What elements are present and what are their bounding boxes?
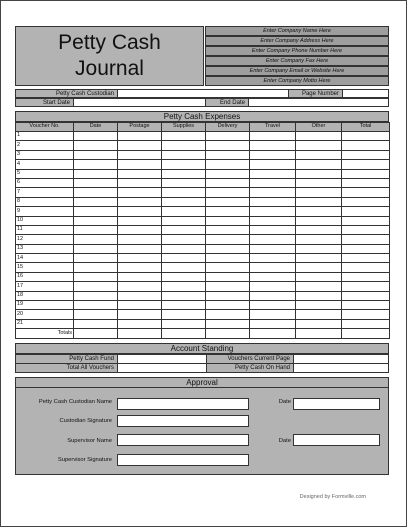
date1-label: Date: [278, 399, 291, 405]
expense-cell[interactable]: [250, 272, 296, 281]
row-number: 21: [16, 319, 74, 328]
vouchers-page-label: Vouchers Current Page: [206, 354, 294, 364]
totals-cell[interactable]: [118, 329, 162, 338]
expense-cell[interactable]: [342, 282, 390, 291]
expense-cell[interactable]: [162, 235, 206, 244]
expense-cell[interactable]: [118, 150, 162, 159]
expense-cell[interactable]: [118, 244, 162, 253]
expense-cell[interactable]: [296, 178, 342, 187]
expense-cell[interactable]: [162, 282, 206, 291]
col-supplies: Supplies: [162, 123, 206, 132]
expense-cell[interactable]: [118, 132, 162, 141]
row-number: 6: [16, 178, 74, 187]
row-number: 8: [16, 197, 74, 206]
expense-cell[interactable]: [206, 310, 250, 319]
expense-cell[interactable]: [250, 207, 296, 216]
expense-cell[interactable]: [250, 132, 296, 141]
expense-cell[interactable]: [162, 188, 206, 197]
row-number: 10: [16, 216, 74, 225]
expense-cell[interactable]: [250, 282, 296, 291]
expense-cell[interactable]: [342, 141, 390, 150]
row-number: 20: [16, 310, 74, 319]
expense-cell[interactable]: [162, 254, 206, 263]
expense-cell[interactable]: [74, 235, 118, 244]
expense-cell[interactable]: [250, 141, 296, 150]
expense-cell[interactable]: [206, 132, 250, 141]
expense-cell[interactable]: [162, 207, 206, 216]
expense-cell[interactable]: [250, 178, 296, 187]
expense-cell[interactable]: [342, 254, 390, 263]
expense-cell[interactable]: [74, 254, 118, 263]
expense-cell[interactable]: [296, 197, 342, 206]
expense-cell[interactable]: [206, 291, 250, 300]
expense-cell[interactable]: [206, 141, 250, 150]
expense-cell[interactable]: [342, 169, 390, 178]
row-number: 2: [16, 141, 74, 150]
expense-row: [16, 244, 390, 253]
expense-cell[interactable]: [118, 310, 162, 319]
expense-row: [16, 263, 390, 272]
expenses-table: [15, 122, 389, 339]
expense-cell[interactable]: [206, 282, 250, 291]
totals-cell[interactable]: [342, 329, 390, 338]
expense-cell[interactable]: [206, 160, 250, 169]
form-title: [15, 26, 204, 86]
expense-cell[interactable]: [74, 169, 118, 178]
expense-cell[interactable]: [118, 207, 162, 216]
expense-cell[interactable]: [162, 178, 206, 187]
expense-cell[interactable]: [296, 310, 342, 319]
col-delivery: Delivery: [206, 123, 250, 132]
row-number: 18: [16, 291, 74, 300]
col-postage: Postage: [118, 123, 162, 132]
on-hand-label: Petty Cash On Hand: [206, 363, 294, 373]
expense-cell[interactable]: [74, 272, 118, 281]
expense-cell[interactable]: [342, 178, 390, 187]
supervisor-name-input[interactable]: [117, 434, 249, 446]
expense-cell[interactable]: [296, 169, 342, 178]
totals-row: [16, 329, 390, 338]
expense-cell[interactable]: [162, 132, 206, 141]
expense-cell[interactable]: [118, 263, 162, 272]
expense-cell[interactable]: [74, 301, 118, 310]
expense-cell[interactable]: [162, 216, 206, 225]
expense-cell[interactable]: [162, 197, 206, 206]
title-line2: Journal: [75, 57, 144, 80]
company-motto-field[interactable]: Enter Company Motto Here: [205, 76, 389, 86]
expense-cell[interactable]: [342, 235, 390, 244]
row-number: 15: [16, 263, 74, 272]
expense-cell[interactable]: [162, 244, 206, 253]
expense-cell[interactable]: [162, 291, 206, 300]
expense-cell[interactable]: [250, 216, 296, 225]
expense-cell[interactable]: [162, 319, 206, 328]
expense-row: [16, 178, 390, 187]
company-name-field[interactable]: Enter Company Name Here: [205, 26, 389, 36]
row-number: 17: [16, 282, 74, 291]
expense-cell[interactable]: [342, 160, 390, 169]
start-date-input[interactable]: [73, 98, 206, 107]
row-number: 9: [16, 207, 74, 216]
col-travel: Travel: [250, 123, 296, 132]
expense-row: [16, 310, 390, 319]
expense-cell[interactable]: [296, 301, 342, 310]
on-hand-input[interactable]: [293, 363, 389, 373]
expense-cell[interactable]: [74, 319, 118, 328]
row-number: 16: [16, 272, 74, 281]
expense-cell[interactable]: [296, 207, 342, 216]
expense-cell[interactable]: [162, 301, 206, 310]
company-phone-field[interactable]: Enter Company Phone Number Here: [205, 46, 389, 56]
expense-cell[interactable]: [74, 310, 118, 319]
expense-cell[interactable]: [206, 207, 250, 216]
custodian-signature-input[interactable]: [117, 415, 249, 427]
expense-cell[interactable]: [342, 272, 390, 281]
row-number: 5: [16, 169, 74, 178]
expense-cell[interactable]: [250, 160, 296, 169]
expense-cell[interactable]: [250, 244, 296, 253]
custodian-name-label: Petty Cash Custodian Name: [38, 399, 112, 405]
expense-row: [16, 291, 390, 300]
expense-row: [16, 319, 390, 328]
expense-cell[interactable]: [118, 169, 162, 178]
row-number: 11: [16, 225, 74, 234]
expense-cell[interactable]: [296, 216, 342, 225]
date2-label: Date: [278, 438, 291, 444]
expense-cell[interactable]: [296, 263, 342, 272]
custodian-name-input[interactable]: [117, 398, 249, 410]
col-total: Total: [342, 123, 390, 132]
expense-cell[interactable]: [118, 235, 162, 244]
expense-cell[interactable]: [118, 178, 162, 187]
expense-cell[interactable]: [74, 263, 118, 272]
totals-cell[interactable]: [206, 329, 250, 338]
expense-cell[interactable]: [296, 282, 342, 291]
expense-cell[interactable]: [162, 225, 206, 234]
totals-label: Totals: [16, 329, 74, 338]
expense-row: [16, 132, 390, 141]
expense-cell[interactable]: [206, 301, 250, 310]
account-section-title: Account Standing: [15, 343, 389, 354]
expense-cell[interactable]: [74, 282, 118, 291]
expense-cell[interactable]: [74, 225, 118, 234]
expense-cell[interactable]: [74, 150, 118, 159]
expense-cell[interactable]: [74, 132, 118, 141]
expense-cell[interactable]: [342, 291, 390, 300]
row-number: 7: [16, 188, 74, 197]
total-vouchers-label: Total All Vouchers: [15, 363, 118, 373]
expense-cell[interactable]: [162, 141, 206, 150]
page-number-label: Page Number: [288, 89, 343, 98]
end-date-input[interactable]: [248, 98, 389, 107]
expense-row: [16, 216, 390, 225]
expense-cell[interactable]: [206, 319, 250, 328]
expense-row: [16, 235, 390, 244]
totals-cell[interactable]: [162, 329, 206, 338]
expense-cell[interactable]: [296, 188, 342, 197]
totals-spacer: [74, 329, 118, 338]
expense-cell[interactable]: [342, 188, 390, 197]
col-date: Date: [74, 123, 118, 132]
expense-row: [16, 150, 390, 159]
supervisor-name-label: Supervisor Name: [67, 438, 112, 444]
expense-cell[interactable]: [206, 254, 250, 263]
date1-input[interactable]: [293, 398, 380, 410]
expense-cell[interactable]: [250, 169, 296, 178]
expense-cell[interactable]: [342, 197, 390, 206]
expense-row: [16, 169, 390, 178]
expense-cell[interactable]: [250, 188, 296, 197]
expense-row: [16, 225, 390, 234]
row-number: 12: [16, 235, 74, 244]
fund-label: Petty Cash Fund: [15, 354, 118, 364]
expense-cell[interactable]: [118, 254, 162, 263]
expense-row: [16, 197, 390, 206]
totals-cell[interactable]: [250, 329, 296, 338]
col-voucher-no: Voucher No.: [16, 123, 74, 132]
expense-cell[interactable]: [250, 150, 296, 159]
expense-cell[interactable]: [206, 169, 250, 178]
expense-row: [16, 160, 390, 169]
expense-cell[interactable]: [342, 319, 390, 328]
supervisor-signature-label: Supervisor Signature: [57, 457, 112, 463]
company-fax-field[interactable]: Enter Company Fax Here: [205, 56, 389, 66]
supervisor-signature-input[interactable]: [117, 454, 249, 466]
expense-cell[interactable]: [118, 272, 162, 281]
expense-cell[interactable]: [74, 216, 118, 225]
expense-cell[interactable]: [74, 207, 118, 216]
expense-cell[interactable]: [118, 188, 162, 197]
company-address-field[interactable]: Enter Company Address Here: [205, 36, 389, 46]
expense-cell[interactable]: [162, 160, 206, 169]
expense-cell[interactable]: [206, 188, 250, 197]
row-number: 4: [16, 160, 74, 169]
expense-cell[interactable]: [118, 225, 162, 234]
expense-cell[interactable]: [342, 301, 390, 310]
expense-cell[interactable]: [250, 254, 296, 263]
expense-cell[interactable]: [74, 244, 118, 253]
expense-cell[interactable]: [342, 150, 390, 159]
expense-cell[interactable]: [296, 132, 342, 141]
expense-cell[interactable]: [206, 178, 250, 187]
expense-cell[interactable]: [162, 310, 206, 319]
expense-row: [16, 254, 390, 263]
expense-cell[interactable]: [118, 282, 162, 291]
start-date-label: Start Date: [15, 98, 74, 107]
expense-cell[interactable]: [74, 141, 118, 150]
col-other: Other: [296, 123, 342, 132]
page-number-input[interactable]: [342, 89, 389, 98]
expense-cell[interactable]: [342, 225, 390, 234]
expense-cell[interactable]: [162, 263, 206, 272]
expense-row: [16, 207, 390, 216]
expense-cell[interactable]: [342, 263, 390, 272]
expense-cell[interactable]: [206, 244, 250, 253]
expenses-header-row: [16, 123, 390, 132]
expense-cell[interactable]: [206, 197, 250, 206]
row-number: 14: [16, 254, 74, 263]
expense-cell[interactable]: [206, 225, 250, 234]
title-line1: Petty Cash: [58, 30, 161, 54]
totals-cell[interactable]: [296, 329, 342, 338]
expense-cell[interactable]: [296, 141, 342, 150]
expense-cell[interactable]: [74, 291, 118, 300]
approval-section-title: Approval: [15, 377, 389, 388]
custodian-label: Petty Cash Custodian: [15, 89, 118, 98]
expense-cell[interactable]: [250, 319, 296, 328]
expense-cell[interactable]: [206, 263, 250, 272]
expense-cell[interactable]: [296, 244, 342, 253]
expense-cell[interactable]: [250, 310, 296, 319]
row-number: 1: [16, 132, 74, 141]
expense-cell[interactable]: [342, 216, 390, 225]
custodian-input[interactable]: [117, 89, 289, 98]
expense-cell[interactable]: [296, 319, 342, 328]
expense-cell[interactable]: [250, 301, 296, 310]
end-date-label: End Date: [205, 98, 249, 107]
expense-cell[interactable]: [118, 141, 162, 150]
expense-cell[interactable]: [296, 272, 342, 281]
row-number: 3: [16, 150, 74, 159]
expense-cell[interactable]: [118, 197, 162, 206]
expense-cell[interactable]: [162, 150, 206, 159]
expense-cell[interactable]: [342, 132, 390, 141]
expense-cell[interactable]: [162, 272, 206, 281]
expense-cell[interactable]: [118, 291, 162, 300]
expense-row: [16, 141, 390, 150]
expense-cell[interactable]: [250, 197, 296, 206]
expense-cell[interactable]: [74, 188, 118, 197]
expense-cell[interactable]: [162, 169, 206, 178]
expense-row: [16, 272, 390, 281]
row-number: 19: [16, 301, 74, 310]
expense-cell[interactable]: [296, 150, 342, 159]
expense-row: [16, 282, 390, 291]
expense-cell[interactable]: [118, 160, 162, 169]
expense-cell[interactable]: [118, 216, 162, 225]
expense-cell[interactable]: [74, 160, 118, 169]
expense-cell[interactable]: [250, 263, 296, 272]
footer-credit: Designed by Formville.com: [299, 494, 366, 500]
expense-cell[interactable]: [74, 178, 118, 187]
expense-cell[interactable]: [342, 310, 390, 319]
expenses-section-title: Petty Cash Expenses: [15, 111, 389, 122]
total-vouchers-input[interactable]: [117, 363, 207, 373]
date2-input[interactable]: [293, 434, 380, 446]
expense-cell[interactable]: [250, 225, 296, 234]
expense-cell[interactable]: [296, 254, 342, 263]
expense-row: [16, 301, 390, 310]
expense-cell[interactable]: [250, 291, 296, 300]
expense-cell[interactable]: [206, 272, 250, 281]
expense-cell[interactable]: [118, 301, 162, 310]
expense-cell[interactable]: [206, 150, 250, 159]
row-number: 13: [16, 244, 74, 253]
expense-row: [16, 188, 390, 197]
expense-cell[interactable]: [206, 216, 250, 225]
custodian-signature-label: Custodian Signature: [59, 418, 112, 424]
expense-cell[interactable]: [74, 197, 118, 206]
expense-cell[interactable]: [342, 207, 390, 216]
expense-cell[interactable]: [296, 235, 342, 244]
expense-cell[interactable]: [296, 160, 342, 169]
expense-cell[interactable]: [342, 244, 390, 253]
expense-cell[interactable]: [296, 225, 342, 234]
expense-cell[interactable]: [118, 319, 162, 328]
company-website-field[interactable]: Enter Company Email or Website Here: [205, 66, 389, 76]
expense-cell[interactable]: [296, 291, 342, 300]
expense-cell[interactable]: [250, 235, 296, 244]
expense-cell[interactable]: [206, 235, 250, 244]
